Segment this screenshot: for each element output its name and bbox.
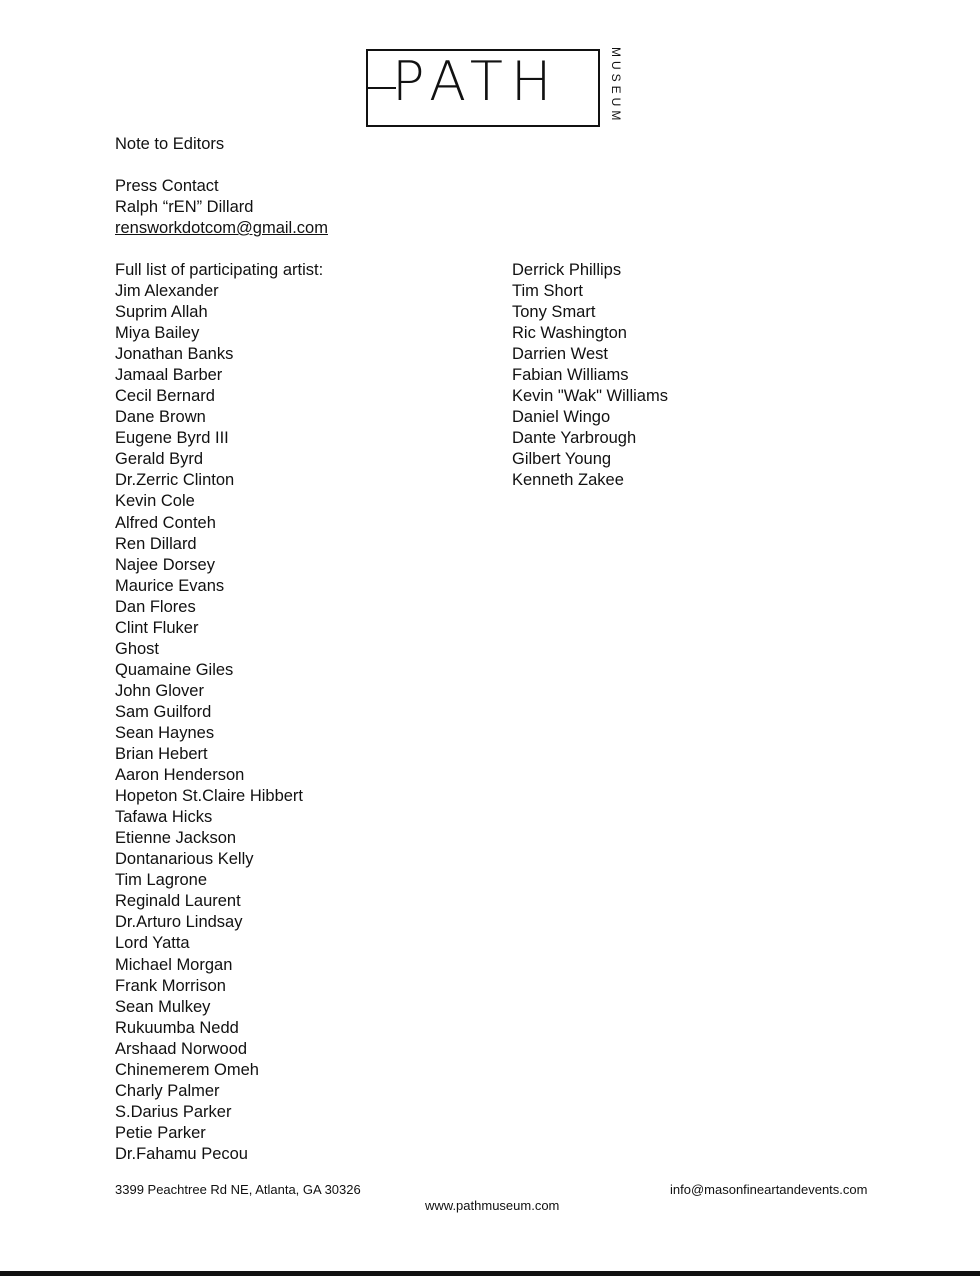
press-contact-email[interactable]: rensworkdotcom@gmail.com [115, 219, 328, 237]
artist-name: Miya Bailey [115, 324, 200, 343]
artist-name: Arshaad Norwood [115, 1039, 248, 1058]
artist-name: Tim Short [512, 282, 583, 301]
artist-name: Sean Mulkey [115, 997, 211, 1016]
artist-name: Ric Washington [512, 324, 627, 343]
artist-name: Clint Fluker [115, 618, 199, 637]
artist-name: Suprim Allah [115, 303, 208, 322]
artist-name: Darrien West [512, 345, 608, 364]
footer-website[interactable]: www.pathmuseum.com [425, 1198, 560, 1213]
artist-name: Daniel Wingo [512, 408, 611, 427]
artist-name: Jonathan Banks [115, 345, 234, 364]
artist-name: Kevin "Wak" Williams [512, 387, 668, 406]
logo-subtitle: MUSEUM [609, 47, 623, 125]
artist-name: Dante Yarbrough [512, 429, 637, 448]
artist-name: Tony Smart [512, 303, 596, 322]
footer-email[interactable]: info@masonfineartandevents.com [670, 1182, 868, 1197]
press-contact-name: Ralph “rEN” Dillard [115, 198, 254, 216]
artist-name: Fabian Williams [512, 366, 629, 385]
artist-name: Gerald Byrd [115, 450, 204, 469]
artist-name: Lord Yatta [115, 934, 190, 953]
footer-address: 3399 Peachtree Rd NE, Atlanta, GA 30326 [115, 1182, 361, 1197]
artist-name: Rukuumba Nedd [115, 1018, 239, 1037]
artist-name: Chinemerem Omeh [115, 1060, 259, 1079]
artist-name: Tafawa Hicks [115, 808, 213, 827]
artist-name: Ren Dillard [115, 534, 197, 553]
artist-name: Reginald Laurent [115, 892, 241, 911]
artist-name: Derrick Phillips [512, 261, 622, 279]
path-museum-logo [366, 47, 636, 131]
artist-name: Sam Guilford [115, 702, 212, 721]
artist-name: S.Darius Parker [115, 1102, 232, 1121]
artist-name: Sean Haynes [115, 723, 215, 742]
artist-name: John Glover [115, 681, 204, 700]
artist-name: Gilbert Young [512, 450, 612, 469]
press-contact-heading: Press Contact [115, 177, 219, 195]
artist-name: Najee Dorsey [115, 555, 215, 574]
artists-column-1 [115, 281, 303, 1165]
artist-name: Tim Lagrone [115, 871, 208, 890]
artist-name: Eugene Byrd III [115, 429, 229, 448]
artist-name: Ghost [115, 639, 160, 658]
artists-heading: Full list of participating artist: [115, 261, 324, 279]
note-to-editors: Note to Editors [115, 135, 225, 153]
artist-name: Etienne Jackson [115, 829, 237, 848]
artist-name: Quamaine Giles [115, 660, 234, 679]
artist-name: Charly Palmer [115, 1081, 220, 1100]
logo-wordmark: PATH [392, 50, 560, 113]
artist-name: Dr.Zerric Clinton [115, 471, 235, 490]
artist-name: Dane Brown [115, 408, 206, 427]
artist-name: Dan Flores [115, 597, 196, 616]
artist-name: Frank Morrison [115, 976, 226, 995]
artist-name: Kevin Cole [115, 492, 195, 511]
artist-name: Cecil Bernard [115, 387, 215, 406]
bottom-divider [0, 1271, 980, 1276]
artist-name: Kenneth Zakee [512, 471, 624, 490]
artist-name: Jamaal Barber [115, 366, 223, 385]
artists-column-2 [512, 260, 668, 492]
artist-name: Jim Alexander [115, 282, 219, 300]
artist-name: Brian Hebert [115, 745, 208, 764]
artist-name: Maurice Evans [115, 576, 225, 595]
artist-name: Dontanarious Kelly [115, 850, 254, 869]
artist-name: Petie Parker [115, 1123, 206, 1142]
artist-name: Dr.Fahamu Pecou [115, 1144, 248, 1163]
artist-name: Hopeton St.Claire Hibbert [115, 787, 304, 806]
artist-name: Aaron Henderson [115, 766, 245, 785]
artist-name: Michael Morgan [115, 955, 233, 974]
artist-name: Alfred Conteh [115, 513, 216, 532]
artist-name: Dr.Arturo Lindsay [115, 913, 243, 932]
